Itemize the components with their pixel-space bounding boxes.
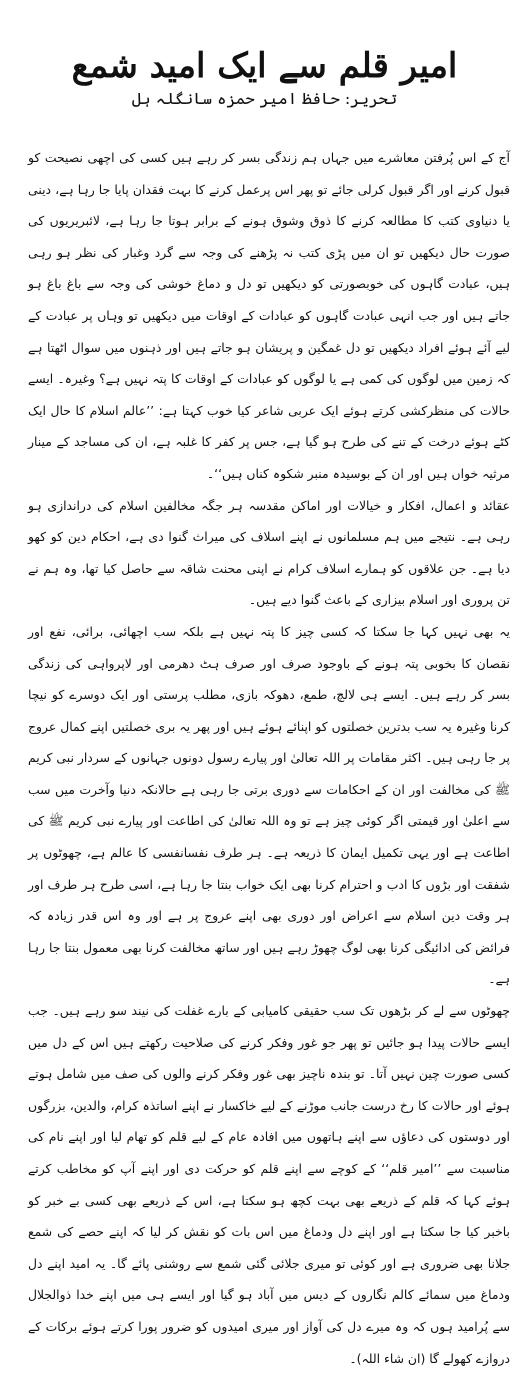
paragraph-4: چھوٹوں سے لے کر بڑھوں تک سب حقیقی کامیابی کے بارے غفلت کی نیند سو رہے ہیں۔ جب ایسے حالات پیدا ہو جائیں تو پھر جو غور وفکر کرنے کی صلاحیت رکھتے ہیں اس کے دل میں کسی صورت چین نہیں آتا۔ تو بندہ ناچیز بھی غور وفکر کرنے والوں کی صف میں شامل ہوتے ہوئے اور حالات کا رخ درست جانب موڑنے کے لیے خاکسار نے اپنے اساتذہ کرام، والدین، بزرگوں اور دوستوں کی دعاؤں سے اپنے ہاتھوں میں افادہ عام کے لیے قلم کو تھام لیا اور اپنے نام کی مناسبت سے ’’امیر قلم‘‘ کے کوچے سے اپنے قلم کو حرکت دی اور اپنے آپ کو مخاطب کرتے ہوئے کہا کہ قلم کے ذریعے بھی بہت کچھ ہو سکتا ہے، اس کے ذریعے بھی کسی بے خبر کو باخبر کیا جا سکتا ہے اور اپنے دل ودماغ میں اس بات کو نقش کر لیا کہ اپنے حصے کی شمع جلانا بھی ضروری ہے اور کوئی تو میری جلائی گئی شمع سے روشنی پائے گا۔ یہ امید اپنے دل ودماغ میں سمائے کالم نگاروں کے دیس میں آباد ہو گیا اور ایسے ہی میں اپنے خدا ذوالجلال سے پُرامید ہوں کہ وہ میرے دل کی آواز اور میری امیدوں کو ضرور پورا کرتے ہوئے برکات کے دروازے کھولے گا (ان شاء اللہ)۔: [28, 1003, 510, 1366]
author-byline: تحریر: حافظ امیر حمزہ سانگلہ ہل: [131, 89, 398, 108]
article-title: امیر قلم سے ایک امید شمع: [71, 45, 458, 86]
paragraph-3: یہ بھی نہیں کہا جا سکتا کہ کسی چیز کا پتہ نہیں ہے بلکہ سب اچھائی، برائی، نفع اور نقصان کا بخوبی پتہ ہونے کے باوجود صرف اور صرف ہٹ دھرمی اور لاپرواہی کی زندگی بسر کر رہے ہیں۔ ایسے ہی لالچ، طمع، دھوکہ بازی، مطلب پرستی اور ایک دوسرے کو نیچا کرنا وغیرہ یہ سب بدترین خصلتوں کو اپنائے ہوئے ہیں اور پھر یہ بری خصلتیں اپنے کمال عروج پر جا رہی ہیں۔ اکثر مقامات پر اللہ تعالیٰ اور پیارے رسول دونوں جہانوں کے سردار نبی کریم ﷺ کی مخالفت اور ان کے احکامات سے دوری برتی جا رہی ہے حالانکہ دنیا وآخرت میں سب سے اعلیٰ اور قیمتی اگر کوئی چیز ہے تو وہ اللہ تعالیٰ کی اطاعت اور پیارے نبی کریم ﷺ کی اطاعت ہے اور یہی تکمیل ایمان کا ذریعہ ہے۔ ہر طرف نفسانفسی کا عالم ہے، چھوٹوں پر شفقت اور بڑوں کا ادب و احترام کرنا بھی ایک خواب بنتا جا رہا ہے، اسی طرح ہر طرف اور ہر وقت دین اسلام سے اعراض اور دوری بھی اپنے عروج پر ہے اور وہ اس قدر زیادہ کہ فرائض کی ادائیگی کرنا بھی لوگ چھوڑ رہے ہیں اور ساتھ مخالفت کرنا بھی معمول بنتا جا رہا ہے۔: [28, 623, 510, 987]
paragraph-1: آج کے اس پُرفتن معاشرے میں جہاں ہم زندگی بسر کر رہے ہیں کسی کی اچھی نصیحت کو قبول کرنے اور اگر قبول کرلی جائے تو پھر اس پرعمل کرنے کا بہت فقدان پایا جا رہا ہے، دینی یا دنیاوی کتب کا مطالعہ کرنے کا ذوق وشوق ہونے کے برابر ہوتا جا رہا ہے، لائبریریوں کی صورت حال دیکھیں تو ان میں پڑی کتب نہ پڑھنے کی وجہ سے گرد وغبار کی نظر ہو رہی ہیں، عبادت گاہوں کی خوبصورتی کو دیکھیں تو دل و دماغ خوشی کی وجہ سے باغ باغ ہو جاتے ہیں اور جب انہی عبادت گاہوں کو عبادات کے اوقات میں دیکھیں تو وہاں پر عبادت کے لیے آئے ہوئے افراد دیکھیں تو دل غمگین و پریشان ہو جاتے ہیں اور ذہنوں میں سوال اٹھتا ہے کہ زمین میں لوگوں کی کمی ہے یا لوگوں کو عبادات کے اوقات کا پتہ نہیں ہے؟ وغیرہ۔ ایسے حالات کی منظرکشی کرتے ہوئے ایک عربی شاعر کیا خوب کہتا ہے: ’’عالم اسلام کا حال ایک کٹے ہوئے درخت کے تنے کی طرح ہو گیا ہے، جس پر کفر کا غلبہ ہے، ان کی مساجد کے مینار مرثیہ خواں ہیں اور ان کے بوسیدہ منبر شکوہ کناں ہیں‘‘۔: [28, 150, 510, 481]
article-body: [28, 142, 510, 1374]
paragraph-2: عقائد و اعمال، افکار و خیالات اور اماکن مقدسہ ہر جگہ مخالفین اسلام کی دراندازی ہو رہی ہے۔ نتیجے میں ہم مسلمانوں نے اپنے اسلاف کی میراث گنوا دی ہے، احکام دین کو کھو دیا ہے۔ جن علاقوں کو ہمارے اسلاف کرام نے اپنی محنت شاقہ سے حاصل کیا تھا، وہ ہم نے تن پروری اور اسلام بیزاری کے باعث گنوا دیے ہیں۔: [28, 497, 510, 608]
